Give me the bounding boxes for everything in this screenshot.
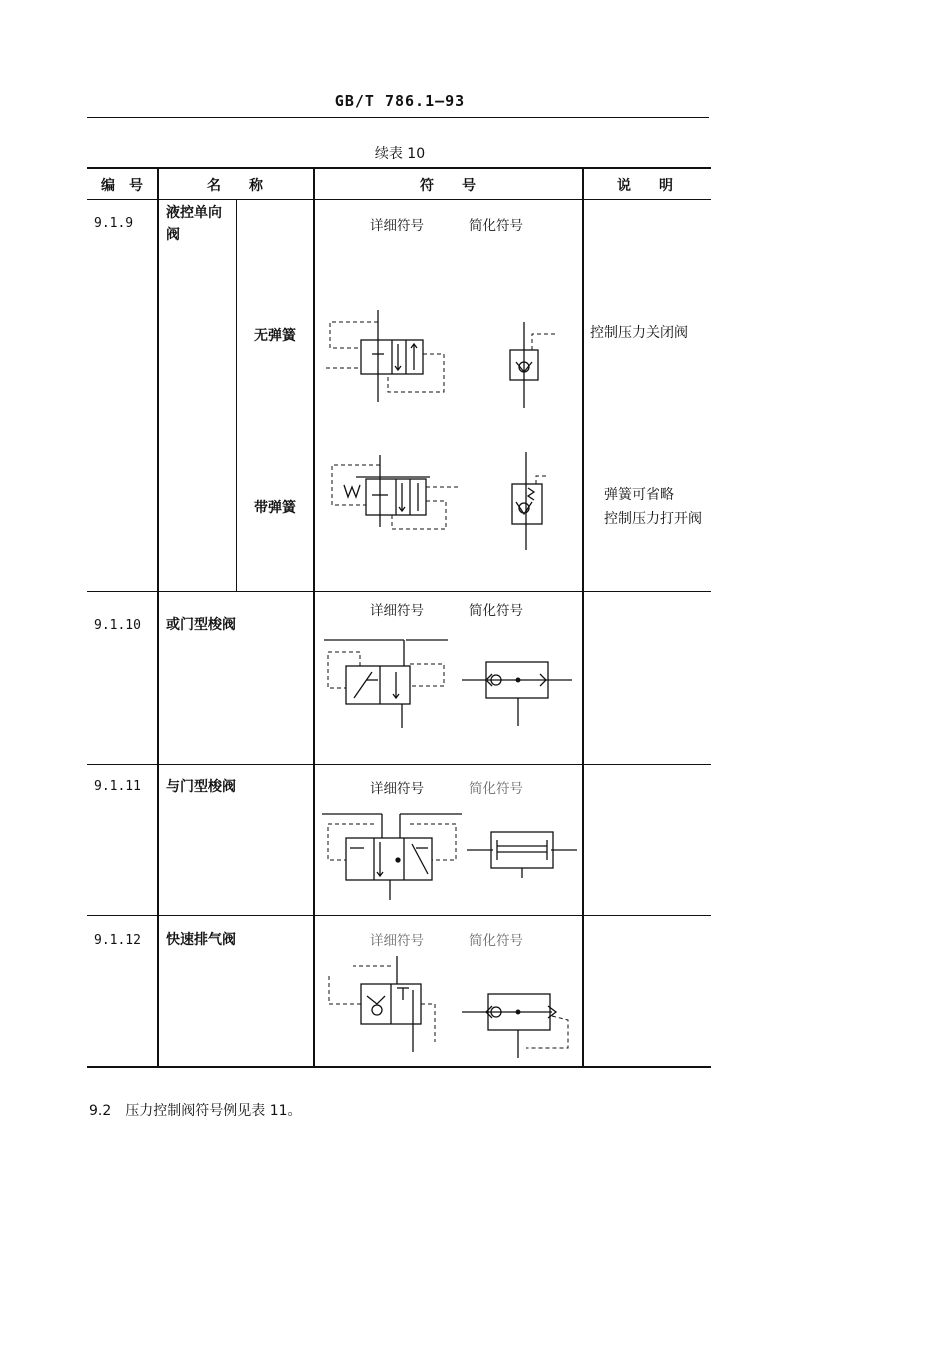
- shuttle-valve-symbol: [462, 656, 577, 728]
- col-divider: [157, 167, 159, 1067]
- row-code: 9.1.10: [94, 618, 141, 633]
- table-caption: 续表 10: [374, 146, 426, 162]
- shuttle-valve-symbol: [320, 810, 465, 902]
- caption-detailed: 详细符号: [370, 933, 424, 949]
- caption-detailed: 详细符号: [370, 781, 424, 797]
- pilot-check-valve-detailed-symbol: [326, 455, 466, 565]
- caption-simplified: 简化符号: [469, 218, 523, 234]
- caption-detailed: 详细符号: [370, 603, 424, 619]
- col-header-note: 说 明: [617, 178, 673, 194]
- variant-label: 带弹簧: [254, 500, 296, 516]
- subname-divider: [236, 199, 237, 591]
- row-name: 或门型梭阀: [166, 617, 236, 633]
- caption-detailed: 详细符号: [370, 218, 424, 234]
- col-divider: [313, 167, 315, 1067]
- pilot-check-valve-detailed-symbol: [326, 310, 456, 410]
- pilot-check-valve-simplified-symbol: [500, 322, 570, 412]
- row-note: 控制压力打开阀: [604, 511, 702, 527]
- shuttle-valve-symbol: [467, 826, 579, 878]
- row-code: 9.1.9: [94, 216, 134, 231]
- quick-exhaust-valve-symbol: [462, 990, 574, 1060]
- row-note: 弹簧可省略: [604, 487, 674, 503]
- row-divider: [87, 764, 711, 765]
- quick-exhaust-valve-symbol: [325, 956, 445, 1056]
- header-rule: [87, 117, 709, 118]
- row-name: 与门型梭阀: [166, 779, 236, 795]
- header-bottom-rule: [87, 199, 711, 200]
- caption-simplified: 简化符号: [469, 933, 523, 949]
- variant-label: 无弹簧: [254, 328, 296, 344]
- row-code: 9.1.12: [94, 933, 141, 948]
- pilot-check-valve-simplified-symbol: [500, 452, 560, 552]
- caption-simplified: 简化符号: [469, 781, 523, 797]
- footer-note: 9.2 压力控制阀符号例见表 11。: [89, 1103, 302, 1119]
- shuttle-valve-symbol: [322, 636, 452, 732]
- col-header-symbol: 符 号: [420, 178, 476, 194]
- col-header-name: 名 称: [207, 178, 263, 194]
- table-top-rule: [87, 167, 711, 169]
- row-divider: [87, 591, 711, 592]
- row-code: 9.1.11: [94, 779, 141, 794]
- col-header-code: 编 号: [101, 178, 143, 194]
- col-divider: [582, 167, 584, 1067]
- table-bottom-rule: [87, 1066, 711, 1068]
- row-name: 液控单向阀: [166, 205, 222, 243]
- row-divider: [87, 915, 711, 916]
- caption-simplified: 简化符号: [469, 603, 523, 619]
- row-note: 控制压力关闭阀: [590, 325, 688, 341]
- standard-number: GB/T 786.1—93: [334, 92, 466, 110]
- row-name: 快速排气阀: [166, 932, 236, 948]
